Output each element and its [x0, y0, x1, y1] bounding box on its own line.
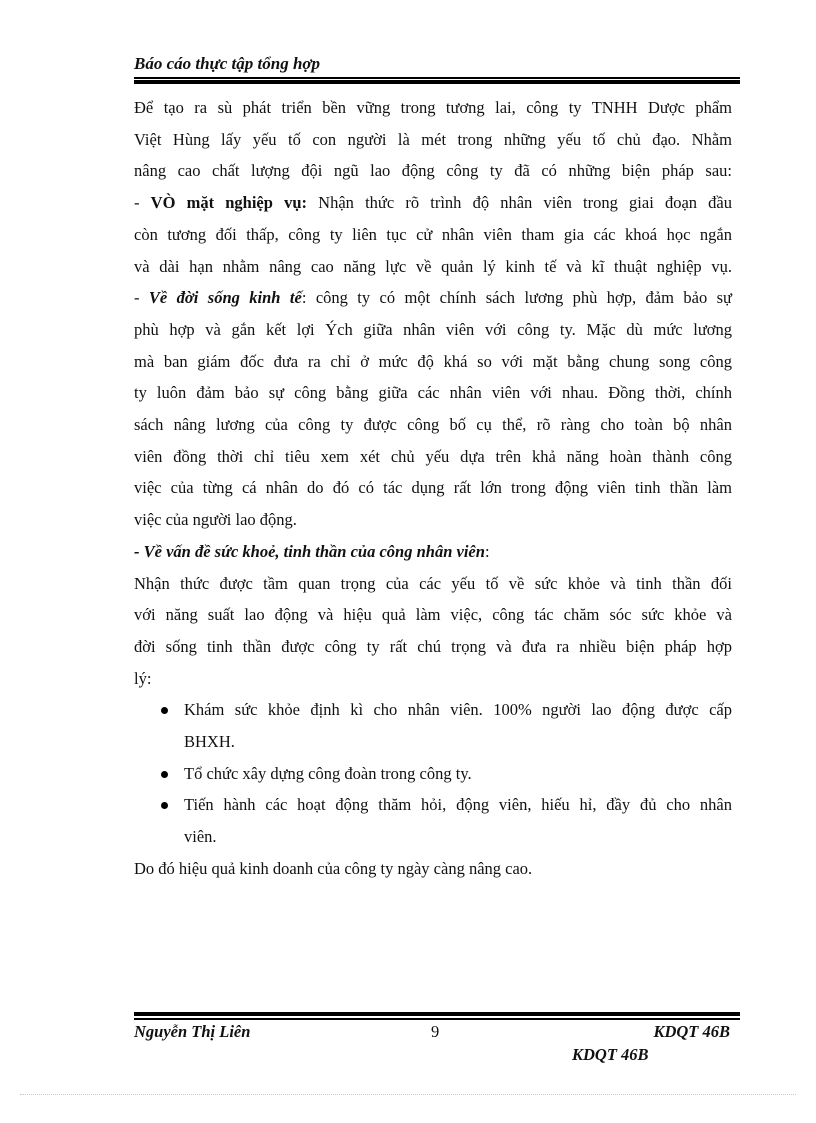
intro-line: nâng cao chất lượng đội ngũ lao động công ty đã có những biện pháp sau:	[134, 161, 732, 181]
body-line: và dài hạn nhằm nâng cao năng lực về quản lý kinh tế và kĩ thuật nghiệp vụ.	[134, 256, 732, 276]
list-item-line: Khám sức khỏe định kì cho nhân viên. 100% người lao động được cấp	[184, 700, 732, 720]
section-professional-first-line	[134, 187, 732, 219]
list-item-line: BHXH.	[184, 732, 235, 752]
list-item-line: Tổ chức xây dựng công đoàn trong công ty.	[184, 763, 472, 783]
body-line: đời sống tinh thần được công ty rất chú trọng và đưa ra nhiều biện pháp hợp	[134, 636, 732, 656]
list-item-line: viên.	[184, 827, 217, 847]
bullet-icon	[161, 707, 168, 714]
section-heading-economic: Về đời sống kinh tế	[148, 288, 302, 308]
footer-rule-thin	[134, 1018, 740, 1020]
footer-rule-thick	[134, 1012, 740, 1016]
body-line: việc của từng cá nhân do đó có tác dụng rất lớn trong động viên tinh thần làm	[134, 478, 732, 498]
header-title: Báo cáo thực tập tổng hợp	[134, 54, 321, 73]
list-item	[134, 758, 732, 790]
intro-line: Việt Hùng lấy yếu tố con người là mét trong những yếu tố chủ đạo. Nhằm	[134, 129, 732, 149]
body-line: mà ban giám đốc đưa ra chỉ ở mức độ khá so với mặt bằng chung song công	[134, 351, 732, 371]
footer-author: Nguyễn Thị Liên	[134, 1022, 251, 1041]
footer-class-code: KDQT 46B	[653, 1022, 730, 1041]
page-edge-divider	[20, 1094, 796, 1095]
list-item	[134, 694, 732, 757]
section-suffix: :	[484, 541, 490, 561]
section-health-heading-line	[134, 536, 732, 568]
section-prefix: -	[134, 288, 149, 308]
list-item	[134, 789, 732, 852]
document-body	[134, 92, 732, 885]
body-line: ty luôn đảm bảo sự công bằng giữa các nhân viên với nhau. Đồng thời, chính	[134, 383, 732, 403]
section-prefix: -	[134, 193, 151, 213]
measures-list	[134, 694, 732, 853]
body-line: với năng suất lao động và hiệu quả làm việc, công tác chăm sóc sức khỏe và	[134, 605, 732, 625]
bullet-icon	[161, 802, 168, 809]
body-line: sách nâng lương của công ty được công bố cụ thể, rõ ràng cho toàn bộ nhân	[134, 415, 732, 435]
body-line-last: việc của người lao động.	[134, 510, 297, 530]
body-line: phù hợp và gắn kết lợi Ých giữa nhân viên với công ty. Mặc dù mức lương	[134, 319, 732, 339]
footer-class-code-repeat: KDQT 46B	[572, 1045, 649, 1064]
section-economic-first-line	[134, 282, 732, 314]
section-heading-professional: VÒ mặt nghiệp vụ:	[150, 193, 308, 213]
section-text: Nhận thức rõ trình độ nhân viên trong giai đoạn đầu	[307, 193, 732, 213]
body-line: viên đồng thời chỉ tiêu xem xét chủ yếu dựa trên khả năng hoàn thành công	[134, 446, 732, 466]
section-text: : công ty có một chính sách lương phù hợp, đảm bảo sự	[301, 288, 732, 308]
header-rule-thin	[134, 77, 740, 79]
bullet-icon	[161, 771, 168, 778]
list-item-line: Tiến hành các hoạt động thăm hỏi, động viên, hiếu hỉ, đầy đủ cho nhân	[184, 795, 732, 815]
body-line: Nhận thức được tầm quan trọng của các yếu tố về sức khỏe và tinh thần đối	[134, 573, 732, 593]
footer-page-number: 9	[431, 1022, 440, 1041]
intro-line: Để tạo ra sù phát triển bền vững trong tương lai, công ty TNHH Dược phẩm	[134, 98, 732, 117]
section-heading-health: - Về vấn đề sức khoẻ, tinh thần của công nhân viên	[134, 541, 485, 561]
body-line: còn tương đối thấp, công ty liên tục cử nhân viên tham gia các khoá học ngắn	[134, 224, 732, 244]
header-rule-thick	[134, 80, 740, 84]
closing-line: Do đó hiệu quả kinh doanh của công ty ngày càng nâng cao.	[134, 858, 533, 878]
body-line-last: lý:	[134, 668, 152, 688]
